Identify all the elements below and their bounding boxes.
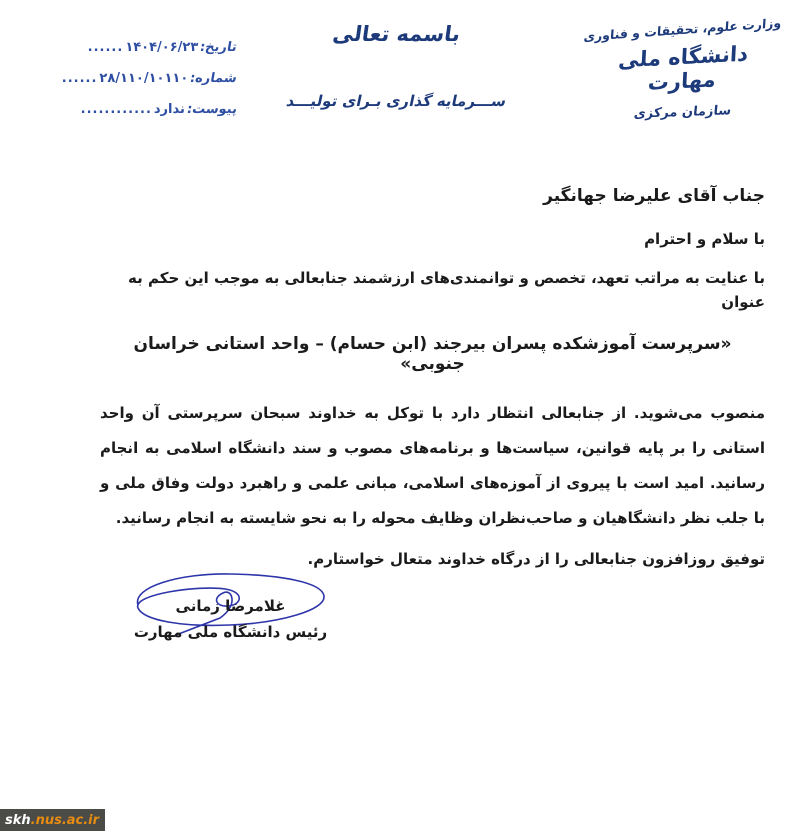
- number-value: ۲۸/۱۱۰/۱۰۱۱۰: [99, 71, 189, 86]
- year-slogan: ســـرمایه گذاری بـرای تولیـــد: [284, 92, 509, 110]
- closing-line: توفیق روزافزون جنابعالی را از درگاه خداوند متعال خواستارم.: [307, 550, 765, 568]
- central-organization-name: سازمان مرکزی: [633, 103, 732, 122]
- badge-suffix-text: .nus.ac.ir: [30, 812, 100, 828]
- salutation-line: با سلام و احترام: [644, 230, 765, 248]
- addressee-name: جناب آقای علیرضا جهانگیر: [543, 186, 765, 206]
- date-value: ۱۴۰۴/۰۶/۲۳: [125, 40, 199, 55]
- date-label: تاریخ:: [198, 40, 239, 55]
- ministry-name: وزارت علوم، تحقیقات و فناوری: [583, 15, 782, 44]
- intro-line: با عنایت به مراتب تعهد، تخصص و توانمندی‌های ارزشمند جنابعالی به موجب این حکم به عنوان: [128, 269, 765, 311]
- besmellah-text: باسمه تعالی: [331, 22, 462, 46]
- date-leader-dots: ......: [87, 40, 124, 55]
- signer-title: رئیس دانشگاه ملی مهارت: [133, 623, 328, 641]
- body-paragraph: منصوب می‌شوید. از جنابعالی انتظار دارد با توکل به خداوند سبحان سرپرستی آن واحد استانی را بر پایه قوانین، سیاست‌ها و برنامه‌های مصوب و سند دانشگاه اسلامی به انجام رسانید. امید است با پیروی از آموزه‌های اسلامی، مبانی علمی و راهبرد دولت وفاق ملی و با جلب نظر دانشگاهیان و صاحب‌نظران وظایف محوله را به نحو شایسته به انجام رسانید.: [100, 404, 765, 527]
- university-name: دانشگاه ملی مهارت: [617, 41, 749, 95]
- letter-body: [100, 186, 765, 577]
- number-field: [12, 71, 237, 86]
- signer-name: غلامرضا زمانی: [175, 597, 286, 615]
- badge-prefix-text: skh: [5, 812, 31, 828]
- attachment-label: پیوست:: [185, 102, 239, 117]
- letterhead: [580, 15, 785, 122]
- appointment-title: «سرپرست آموزشکده پسران بیرجند (ابن حسام) – واحد استانی خراسان جنوبی»: [133, 334, 732, 374]
- attachment-leader-dots: ............: [80, 102, 152, 117]
- reference-fields: [12, 40, 237, 133]
- signature-block: [118, 565, 343, 641]
- number-leader-dots: ......: [61, 71, 98, 86]
- attachment-value: ندارد: [153, 102, 185, 117]
- number-label: شماره:: [188, 71, 239, 86]
- site-watermark-badge: [0, 809, 105, 831]
